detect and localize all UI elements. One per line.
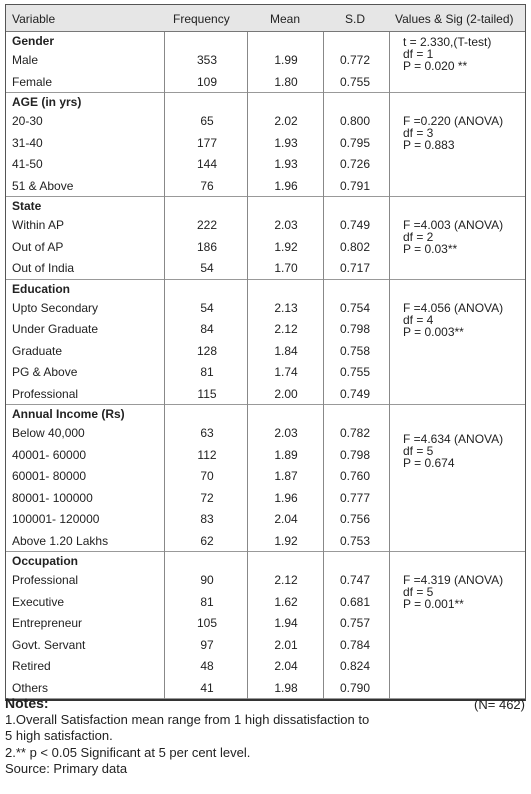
sd-cell: 0.791 — [339, 178, 371, 193]
mean-cell: 1.99 — [274, 53, 298, 67]
sd-cell: 0.802 — [339, 239, 371, 254]
frequency-cell: 186 — [196, 239, 218, 254]
table-group — [6, 405, 525, 552]
sd-cell: 0.795 — [339, 135, 371, 150]
table-group — [6, 32, 525, 93]
stat-line: F =4.003 (ANOVA) — [403, 218, 504, 232]
mean-cell: 2.01 — [274, 637, 298, 652]
note-line: 2.** p < 0.05 Significant at 5 per cent level. — [5, 744, 251, 760]
stat-line: df = 1 — [403, 47, 434, 61]
mean-cell: 1.96 — [274, 178, 298, 193]
table-row — [6, 487, 525, 509]
stat-line: df = 2 — [403, 230, 434, 244]
frequency-cell: 112 — [197, 447, 217, 462]
stat-line: F =4.319 (ANOVA) — [403, 573, 504, 587]
source-line: Source: Primary data — [5, 761, 128, 776]
header-sd: S.D — [345, 12, 366, 26]
mean-cell: 1.93 — [274, 157, 298, 171]
row-label: Upto Secondary — [12, 300, 99, 315]
group-title: State — [12, 199, 42, 213]
sd-cell: 0.681 — [339, 594, 371, 609]
sd-cell: 0.798 — [339, 447, 371, 462]
group-title: Occupation — [12, 554, 79, 568]
row-label: 40001- 60000 — [12, 447, 87, 462]
table-row — [6, 655, 525, 677]
mean-cell: 2.13 — [274, 300, 298, 315]
stat-line: df = 4 — [403, 312, 434, 327]
frequency-cell: 54 — [200, 300, 214, 315]
stat-line: P = 0.03** — [403, 242, 458, 256]
frequency-cell: 54 — [200, 261, 214, 275]
header-values: Values & Sig (2-tailed) — [395, 12, 514, 26]
stat-line: t = 2.330,(T-test) — [403, 35, 492, 49]
column-divider — [323, 32, 324, 699]
group-title: Gender — [12, 34, 55, 48]
row-label: Graduate — [12, 343, 63, 358]
group-title: AGE (in yrs) — [12, 95, 82, 109]
table-row — [6, 383, 525, 405]
frequency-cell: 177 — [196, 135, 218, 150]
row-label: Male — [12, 53, 39, 67]
table-body — [6, 32, 525, 699]
sd-cell: 0.753 — [339, 533, 371, 548]
column-divider — [247, 32, 248, 699]
mean-cell: 1.84 — [274, 343, 298, 358]
mean-cell: 1.94 — [274, 616, 298, 630]
frequency-cell: 128 — [196, 343, 218, 358]
sd-cell: 0.758 — [339, 343, 371, 358]
row-label: Under Graduate — [12, 322, 99, 336]
frequency-cell: 83 — [200, 512, 214, 526]
row-label: Others — [12, 680, 49, 695]
stat-line: P = 0.020 ** — [403, 59, 468, 73]
sd-cell: 0.749 — [339, 386, 371, 401]
mean-cell: 2.12 — [274, 573, 298, 587]
frequency-cell: 81 — [200, 365, 214, 379]
data-table — [5, 4, 526, 701]
row-label: Entrepreneur — [12, 616, 83, 630]
stat-line: P = 0.003** — [403, 324, 464, 339]
table-row — [6, 71, 525, 93]
notes-block — [5, 695, 526, 778]
column-divider — [164, 32, 165, 699]
table-group — [6, 552, 525, 699]
mean-cell: 2.04 — [274, 659, 298, 673]
row-label: Female — [12, 74, 53, 89]
row-label: 60001- 80000 — [12, 469, 87, 483]
row-label: Professional — [12, 573, 79, 587]
table-row — [6, 361, 525, 383]
frequency-cell: 222 — [196, 218, 218, 232]
row-label: 51 & Above — [12, 178, 74, 193]
mean-cell: 1.80 — [274, 74, 298, 89]
mean-cell: 1.92 — [274, 533, 298, 548]
stats-block — [403, 574, 503, 610]
frequency-cell: 90 — [200, 573, 214, 587]
frequency-cell: 144 — [196, 157, 218, 171]
table-group — [6, 280, 525, 406]
column-divider — [389, 32, 390, 699]
frequency-cell: 65 — [200, 114, 214, 128]
mean-cell: 1.87 — [274, 469, 298, 483]
row-label: 80001- 100000 — [12, 490, 93, 505]
mean-cell: 1.93 — [274, 135, 298, 150]
sd-cell: 0.726 — [339, 157, 371, 171]
sd-cell: 0.757 — [339, 616, 371, 630]
stats-block — [403, 36, 491, 72]
table-row — [6, 612, 525, 634]
sd-cell: 0.784 — [339, 637, 371, 652]
stats-block — [403, 433, 503, 469]
mean-cell: 2.03 — [274, 426, 298, 440]
stat-line: F =4.634 (ANOVA) — [403, 432, 504, 446]
table-group — [6, 93, 525, 197]
group-title: Annual Income (Rs) — [12, 407, 125, 421]
sd-cell: 0.824 — [339, 659, 371, 673]
notes-title: Notes: — [5, 695, 49, 711]
sd-cell: 0.717 — [339, 261, 371, 275]
frequency-cell: 109 — [196, 74, 218, 89]
frequency-cell: 76 — [200, 178, 214, 193]
stat-line: P = 0.001** — [403, 597, 464, 611]
mean-cell: 1.62 — [274, 594, 298, 609]
sd-cell: 0.790 — [339, 680, 371, 695]
mean-cell: 2.03 — [274, 218, 298, 232]
stat-line: F =4.056 (ANOVA) — [403, 300, 504, 315]
sd-cell: 0.772 — [339, 53, 371, 67]
sample-size-label: (N= 462) — [474, 697, 525, 712]
mean-cell: 1.96 — [274, 490, 298, 505]
header-variable: Variable — [12, 12, 56, 26]
table-row — [6, 175, 525, 197]
table-row — [6, 340, 525, 362]
sd-cell: 0.755 — [339, 365, 371, 379]
table-row — [6, 634, 525, 656]
frequency-cell: 62 — [200, 533, 214, 548]
note-line: 5 high satisfaction. — [5, 728, 113, 743]
row-label: Professional — [12, 386, 79, 401]
row-label: Below 40,000 — [12, 426, 85, 440]
row-label: Out of India — [12, 261, 75, 275]
table-row — [6, 530, 525, 552]
mean-cell: 2.00 — [274, 386, 298, 401]
stat-line: F =0.220 (ANOVA) — [403, 114, 504, 128]
frequency-cell: 41 — [200, 680, 214, 695]
row-label: Out of AP — [12, 239, 64, 254]
table-row — [6, 257, 525, 279]
stats-block — [403, 115, 503, 151]
row-label: 100001- 120000 — [12, 512, 100, 526]
row-label: 31-40 — [12, 135, 43, 150]
row-label: Govt. Servant — [12, 637, 86, 652]
table-group — [6, 197, 525, 280]
stats-block — [403, 219, 503, 255]
frequency-cell: 70 — [200, 469, 214, 483]
stat-line: df = 3 — [403, 126, 434, 140]
stat-line: P = 0.883 — [403, 138, 455, 152]
sd-cell: 0.756 — [339, 512, 371, 526]
sd-cell: 0.777 — [339, 490, 371, 505]
mean-cell: 1.92 — [274, 239, 298, 254]
mean-cell: 2.12 — [274, 322, 298, 336]
mean-cell: 2.04 — [274, 512, 298, 526]
frequency-cell: 105 — [196, 616, 218, 630]
row-label: 20-30 — [12, 114, 43, 128]
note-line: 1.Overall Satisfaction mean range from 1 high dissatisfaction to — [5, 711, 370, 727]
sd-cell: 0.754 — [339, 300, 371, 315]
frequency-cell: 48 — [200, 659, 214, 673]
frequency-cell: 81 — [200, 594, 214, 609]
frequency-cell: 72 — [200, 490, 214, 505]
header-frequency: Frequency — [173, 12, 230, 26]
row-label: Within AP — [12, 218, 65, 232]
sd-cell: 0.782 — [339, 426, 371, 440]
sd-cell: 0.798 — [339, 322, 371, 336]
stat-line: df = 5 — [403, 585, 434, 599]
row-label: Executive — [12, 594, 65, 609]
sd-cell: 0.760 — [339, 469, 371, 483]
sd-cell: 0.749 — [339, 218, 371, 232]
row-label: Retired — [12, 659, 51, 673]
mean-cell: 1.70 — [274, 261, 298, 275]
sd-cell: 0.800 — [339, 114, 371, 128]
mean-cell: 1.89 — [274, 447, 298, 462]
row-label: PG & Above — [12, 365, 78, 379]
table-row — [6, 508, 525, 530]
frequency-cell: 353 — [196, 53, 218, 67]
sd-cell: 0.747 — [339, 573, 371, 587]
frequency-cell: 84 — [200, 322, 214, 336]
sd-cell: 0.755 — [339, 74, 371, 89]
table-row — [6, 153, 525, 175]
mean-cell: 2.02 — [274, 114, 298, 128]
mean-cell: 1.74 — [274, 365, 298, 379]
stat-line: P = 0.674 — [403, 456, 455, 470]
stat-line: df = 5 — [403, 444, 434, 458]
stats-block — [403, 302, 503, 338]
group-title: Education — [12, 281, 71, 296]
table-header — [6, 5, 525, 32]
frequency-cell: 97 — [200, 637, 214, 652]
row-label: Above 1.20 Lakhs — [12, 533, 109, 548]
mean-cell: 1.98 — [274, 680, 298, 695]
header-mean: Mean — [270, 12, 301, 26]
frequency-cell: 115 — [197, 386, 217, 401]
frequency-cell: 63 — [200, 426, 214, 440]
row-label: 41-50 — [12, 157, 43, 171]
